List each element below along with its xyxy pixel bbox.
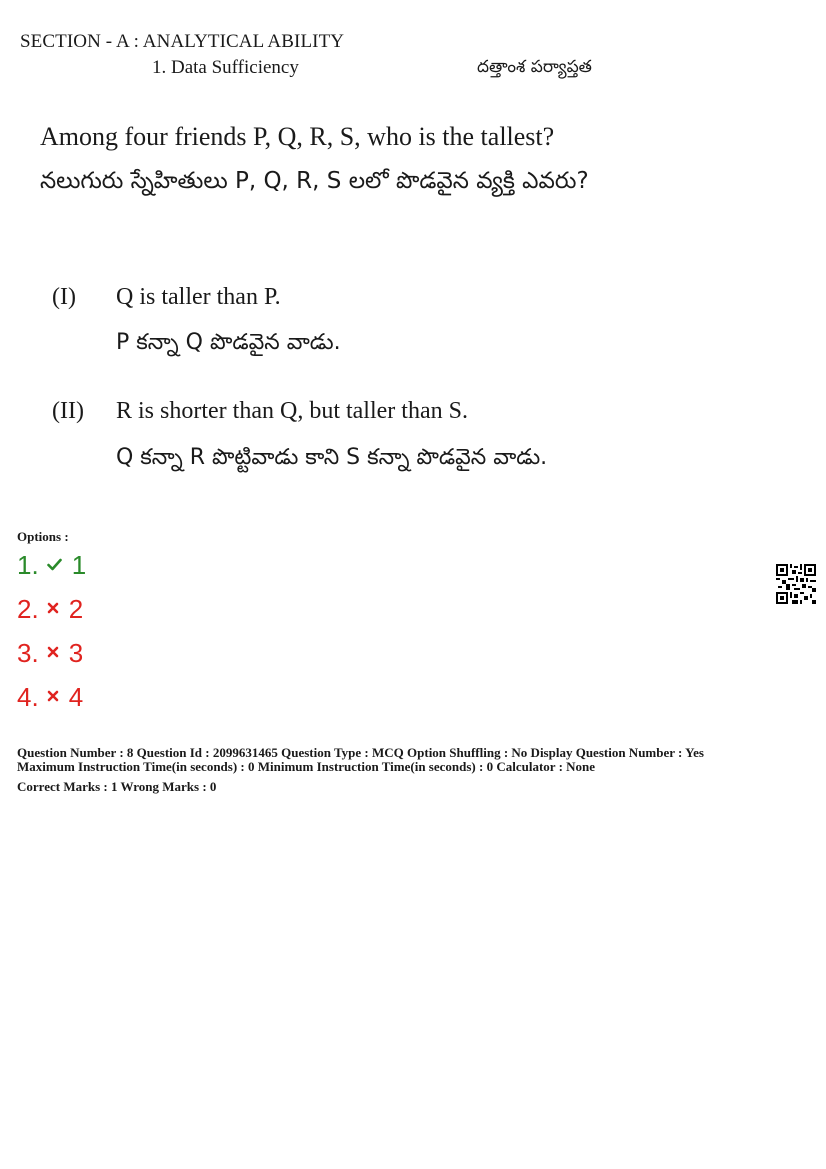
statement-text-english: R is shorter than Q, but taller than S. (116, 398, 468, 424)
option-value: 2 (68, 594, 84, 624)
options-label: Options : (17, 529, 69, 544)
option-value: 1 (71, 550, 87, 580)
section-title: SECTION - A : ANALYTICAL ABILITY (20, 31, 345, 52)
question-meta-line-1: Question Number : 8 Question Id : 2099631465 Question Type : MCQ Option Shuffling : No Display Question Number : Yes (17, 745, 704, 760)
statement-number: (II) (52, 398, 84, 424)
option-number: 4. (17, 682, 39, 712)
subsection-title-telugu: దత్తాంశ పర్యాప్తత (477, 57, 592, 77)
question-text-english: Among four friends P, Q, R, S, who is the tallest? (40, 122, 555, 151)
statement-text-english: Q is taller than P. (116, 284, 281, 310)
cross-icon (47, 646, 59, 661)
cross-icon (47, 602, 59, 617)
statement-text-telugu: P కన్నా Q పొడవైన వాడు. (116, 330, 341, 355)
option-2[interactable] (17, 594, 83, 625)
option-1[interactable] (17, 550, 86, 581)
statement-text-telugu: Q కన్నా R పొట్టివాడు కాని S కన్నా పొడవైన వాడు. (116, 445, 548, 470)
option-value: 3 (68, 638, 84, 668)
check-icon (47, 558, 62, 574)
question-meta-line-3: Correct Marks : 1 Wrong Marks : 0 (17, 779, 217, 794)
statement-number: (I) (52, 284, 76, 310)
cross-icon (47, 690, 59, 705)
qr-code (776, 564, 816, 604)
option-number: 3. (17, 638, 39, 668)
subsection-title-english: 1. Data Sufficiency (152, 57, 299, 78)
option-number: 1. (17, 550, 39, 580)
option-3[interactable] (17, 638, 83, 669)
question-meta-line-2: Maximum Instruction Time(in seconds) : 0 Minimum Instruction Time(in seconds) : 0 Calculator : None (17, 759, 596, 774)
option-4[interactable] (17, 682, 83, 713)
option-value: 4 (68, 682, 84, 712)
option-number: 2. (17, 594, 39, 624)
question-text-telugu: నలుగురు స్నేహితులు P, Q, R, S లలో పొడవైన వ్యక్తి ఎవరు? (40, 168, 589, 194)
